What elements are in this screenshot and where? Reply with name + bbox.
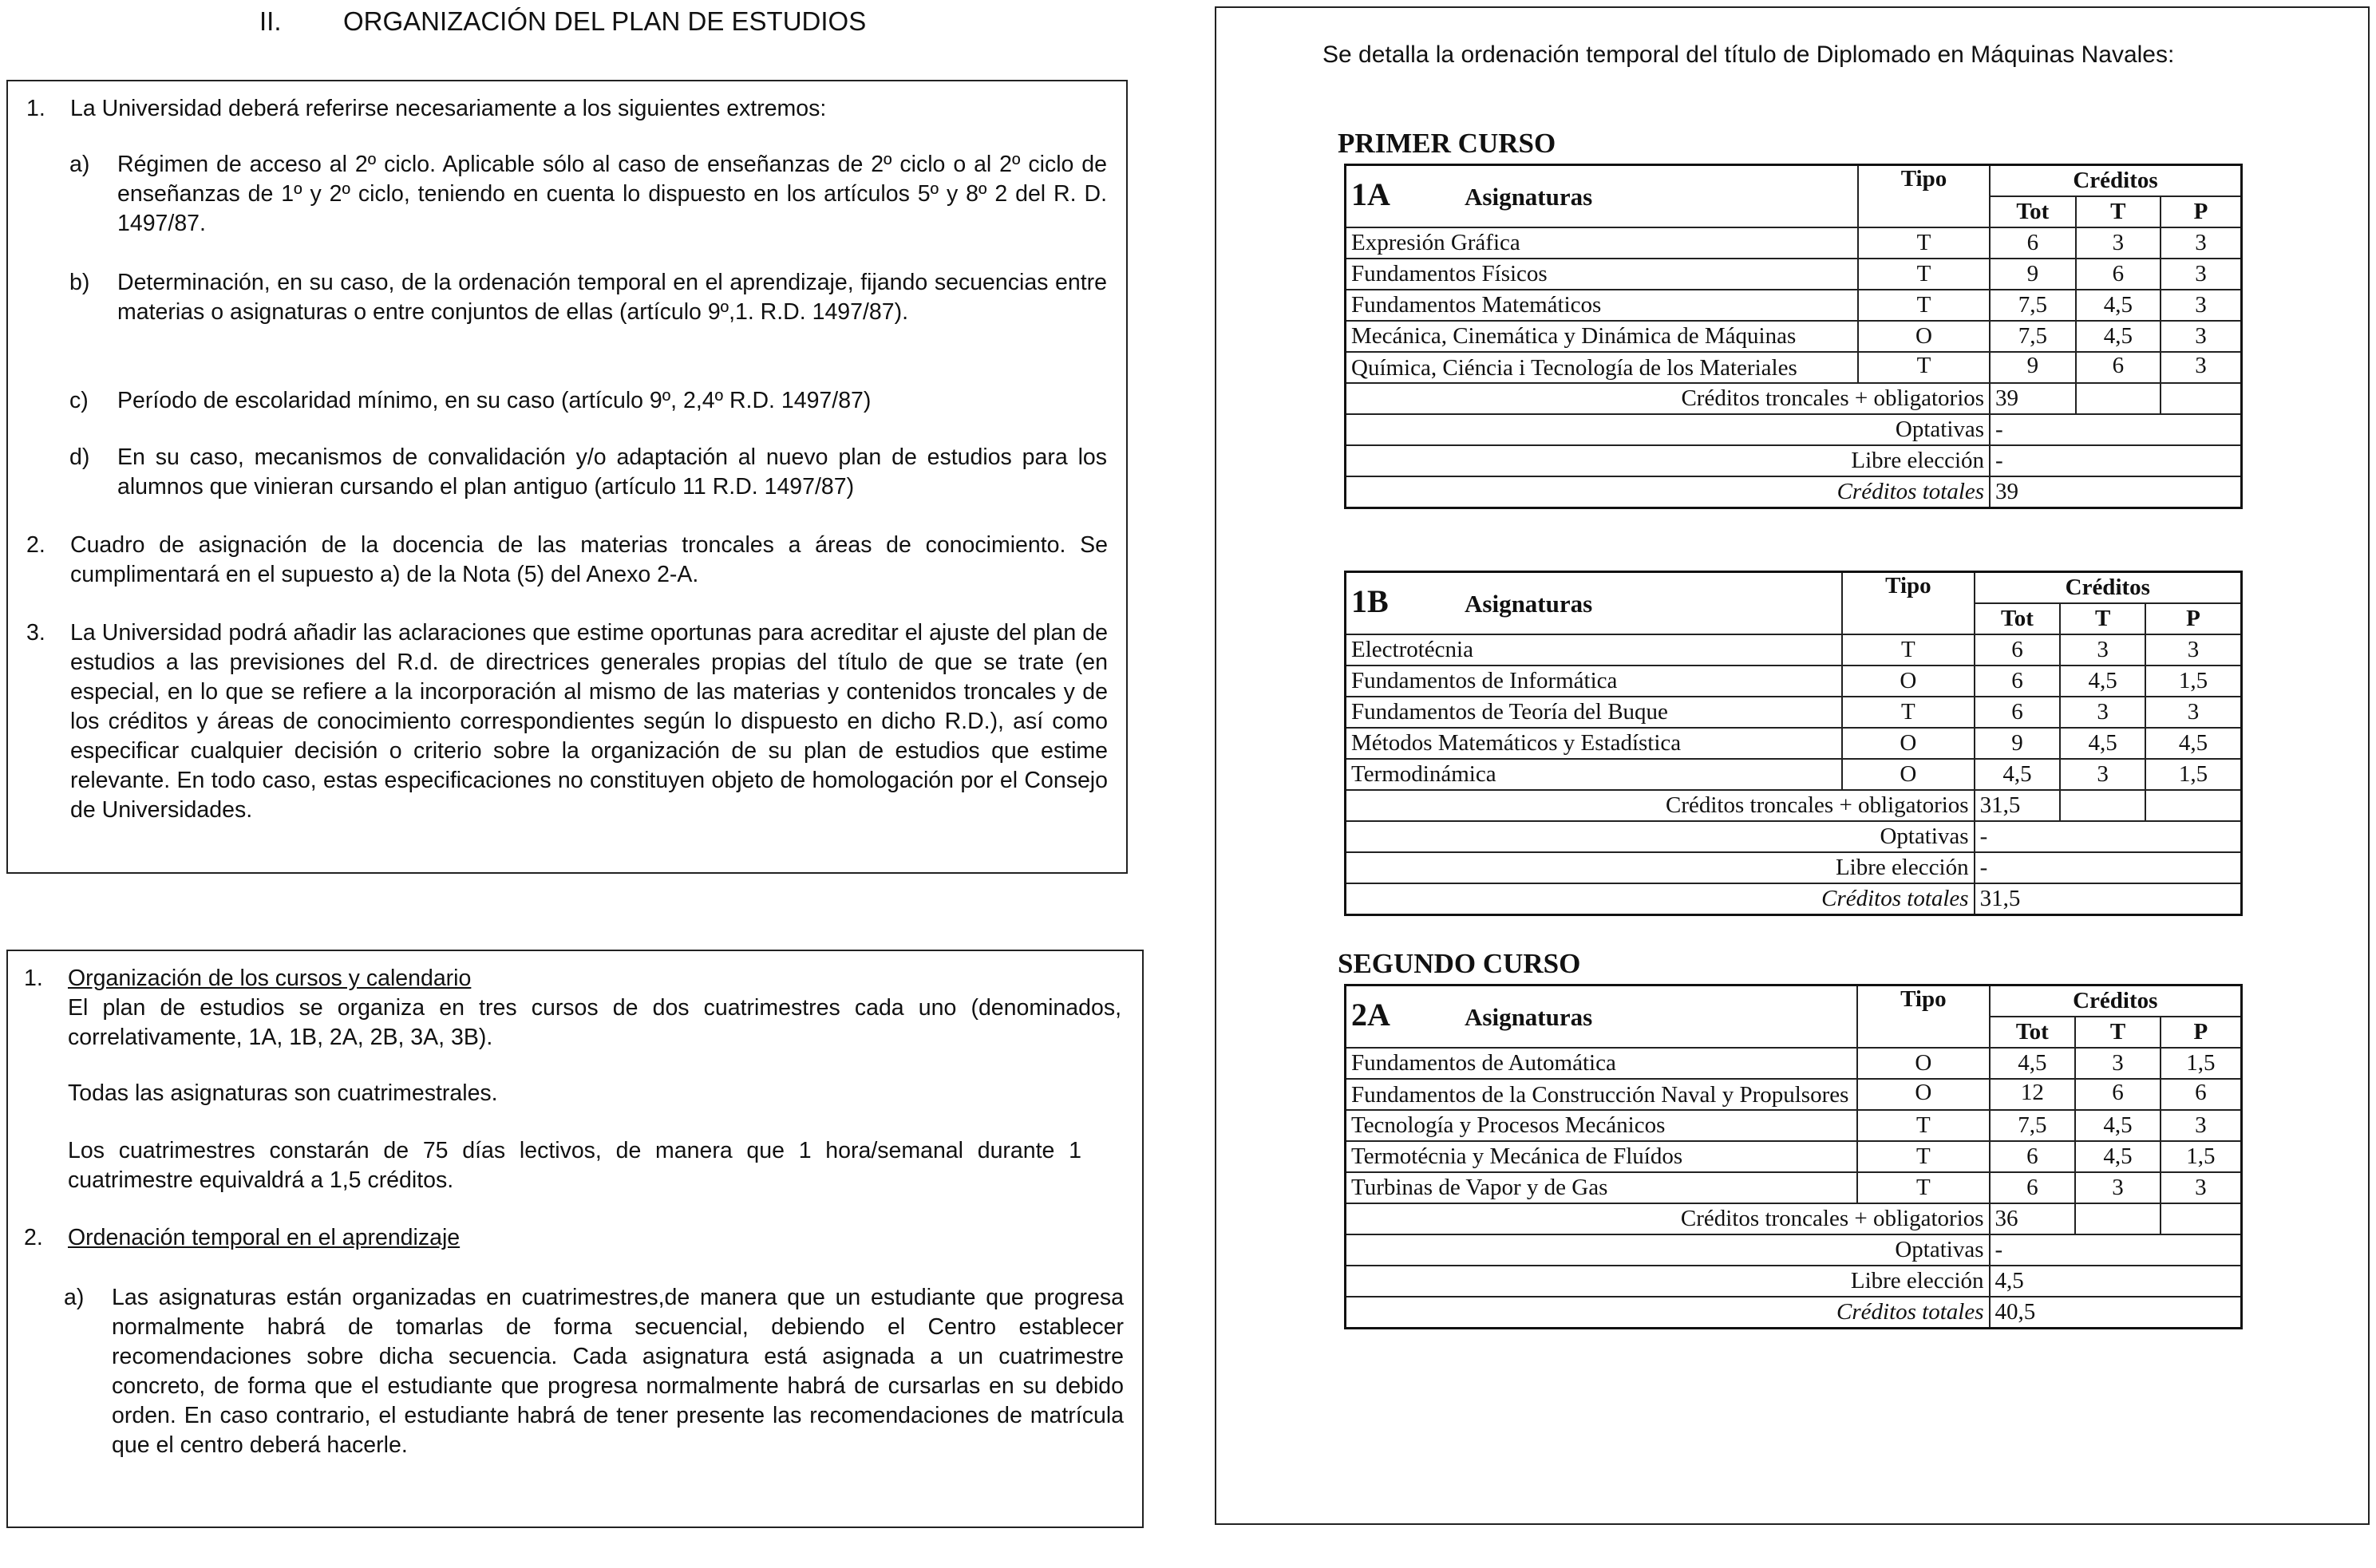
table-1B-totales-value: 31,5 [1975,883,2242,915]
table-1A-tot-header: Tot [1990,196,2076,227]
subject-p: 3 [2161,352,2241,383]
subject-tot: 6 [1990,1172,2076,1203]
primer-curso-title: PRIMER CURSO [1338,128,1556,159]
subject-t: 3 [2060,697,2145,728]
subject-tot: 9 [1990,259,2076,290]
schedule-intro: Se detalla la ordenación temporal del título de Diplomado en Máquinas Navales: [1322,41,2175,68]
subject-tot: 12 [1990,1079,2076,1110]
req-item-b-label: b) [69,270,90,295]
subject-t: 3 [2075,1048,2161,1079]
table-1A-code: 1A [1351,176,1390,212]
subject-t: 3 [2060,634,2145,666]
org-item-a-text: Las asignaturas están organizadas en cuatrimestres,de manera que un estudiante que progresa normalmente habrá de tomarlas de forma secuencial, debiendo el Centro establecer recomendaciones sobre dicha secuencia. Cada asignatura está asignada a un cuatrimestre concreto, de forma que el estudiante que progresa normalmente habrá de cursarlas en su debido orden. En caso contrario, el estudiante habrá de tener presente las recomendaciones de matrícula que el centro deberá hacerle. [112,1285,1124,1458]
subject-t: 6 [2076,259,2161,290]
subject-tot: 6 [1975,634,2061,666]
table-2A-totales-label: Créditos totales [1346,1297,1990,1329]
req-item-2-label: 2. [26,532,45,558]
subject-name: Fundamentos de la Construcción Naval y Propulsores [1346,1079,1858,1110]
org-paragraph-2: Todas las asignaturas son cuatrimestrales. [68,1080,498,1106]
subject-tipo: O [1842,666,1974,697]
table-1A-title [1346,165,1858,228]
table-2A-creditos-header: Créditos [1990,985,2242,1017]
table-1A [1344,164,2243,509]
subject-p: 3 [2161,290,2241,321]
subject-name: Métodos Matemáticos y Estadística [1346,728,1843,759]
table-1B-totales-label: Créditos totales [1346,883,1975,915]
subject-tipo: T [1842,697,1974,728]
subject-p: 1,5 [2145,666,2242,697]
table-row [1346,728,2242,759]
subject-tot: 7,5 [1990,290,2076,321]
table-1B-tipo-header: Tipo [1842,572,1974,635]
req-item-d-text: En su caso, mecanismos de convalidación y/o adaptación al nuevo plan de estudios para los alumnos que vinieran cursando el plan antiguo (artículo 11 R.D. 1497/87) [117,444,1107,500]
subject-t: 6 [2076,352,2161,383]
table-2A-title [1346,985,1858,1049]
subject-name: Termodinámica [1346,759,1843,790]
table-1B-optativas-label: Optativas [1346,821,1975,852]
org-section-2-label: 2. [24,1225,43,1250]
table-2A-t-header: T [2075,1017,2161,1048]
subject-t: 4,5 [2076,290,2161,321]
req-item-3-text: La Universidad podrá añadir las aclaraciones que estime oportunas para acreditar el ajuste del plan de estudios a las previsiones del R.d. de directrices generales propias del título de que se trate (en especial, en lo que se refiere a la incorporación al mismo de las materias y contenidos troncales y de los créditos y áreas de conocimiento correspondientes según lo dispuesto en dicho R.D.), así como especificar cualquier decisión o criterio sobre la organización de su plan de estudios que estime relevante. En todo caso, estas especificaciones no constituyen objeto de homologación por el Consejo de Universidades. [70,620,1108,823]
subject-t: 4,5 [2075,1141,2161,1172]
table-1A-p-header: P [2161,196,2241,227]
org-section-1-text: El plan de estudios se organiza en tres cursos de dos cuatrimestres cada uno (denominados, correlativamente, 1A, 1B, 2A, 2B, 3A, 3B). [68,995,1121,1050]
table-2A-p-header: P [2161,1017,2242,1048]
table-1A-libre-value: - [1990,445,2241,476]
subject-p: 3 [2161,321,2241,352]
table-1B-optativas-value: - [1975,821,2242,852]
subject-name: Tecnología y Procesos Mecánicos [1346,1110,1858,1141]
subject-p: 1,5 [2145,759,2242,790]
table-1B-t-header: T [2060,603,2145,634]
subject-p: 3 [2161,227,2241,259]
req-item-3 [26,618,1108,825]
subject-name: Fundamentos Físicos [1346,259,1858,290]
subject-name: Fundamentos de Automática [1346,1048,1858,1079]
subject-p: 3 [2161,1110,2242,1141]
org-paragraph-3: Los cuatrimestres constarán de 75 días lectivos, de manera que 1 hora/semanal durante 1 cuatrimestre equivaldrá a 1,5 créditos. [68,1138,1081,1193]
table-1B-creditos-header: Créditos [1975,572,2242,604]
subject-t: 4,5 [2060,728,2145,759]
req-item-a-label: a) [69,152,90,177]
table-2A-libre-label: Libre elección [1346,1266,1990,1297]
subject-tipo: O [1857,1048,1989,1079]
table-1B-p-header: P [2145,603,2242,634]
subject-p: 4,5 [2145,728,2242,759]
segundo-curso-title: SEGUNDO CURSO [1338,948,1581,979]
subject-tipo: O [1842,759,1974,790]
org-section-1 [24,964,1121,1053]
table-2A [1344,984,2243,1329]
subject-t: 3 [2075,1172,2161,1203]
table-1B-code: 1B [1351,583,1389,619]
subject-name: Turbinas de Vapor y de Gas [1346,1172,1858,1203]
subject-p: 3 [2145,634,2242,666]
subject-p: 1,5 [2161,1048,2242,1079]
subject-p: 3 [2161,259,2241,290]
table-1A-totales-label: Créditos totales [1346,476,1991,508]
table-row [1346,1141,2242,1172]
subject-tot: 6 [1990,1141,2076,1172]
req-item-3-label: 3. [26,620,45,646]
table-1B-libre-value: - [1975,852,2242,883]
table-2A-troncales-value: 36 [1990,1203,2076,1234]
subject-tot: 6 [1975,697,2061,728]
table-2A-tot-header: Tot [1990,1017,2076,1048]
table-row [1346,290,2242,321]
subject-name: Química, Ciéncia i Tecnología de los Materiales [1346,352,1858,383]
req-item-2 [26,531,1108,590]
subject-tipo: O [1857,1079,1989,1110]
subject-name: Fundamentos Matemáticos [1346,290,1858,321]
table-1A-libre-label: Libre elección [1346,445,1991,476]
table-row [1346,634,2242,666]
subject-p: 3 [2161,1172,2242,1203]
subject-t: 4,5 [2075,1110,2161,1141]
subject-name: Mecánica, Cinemática y Dinámica de Máquinas [1346,321,1858,352]
subject-name: Fundamentos de Teoría del Buque [1346,697,1843,728]
table-1A-t-header: T [2076,196,2161,227]
req-item-c [69,386,1107,416]
subject-t: 4,5 [2060,666,2145,697]
table-1A-tipo-header: Tipo [1858,165,1990,228]
subject-name: Fundamentos de Informática [1346,666,1843,697]
table-2A-optativas-value: - [1990,1234,2242,1266]
subject-name: Termotécnia y Mecánica de Fluídos [1346,1141,1858,1172]
table-2A-tipo-header: Tipo [1857,985,1989,1049]
req-item-c-text: Período de escolaridad mínimo, en su caso (artículo 9º, 2,4º R.D. 1497/87) [117,388,872,413]
table-1B-troncales-label: Créditos troncales + obligatorios [1346,790,1975,821]
table-1A-troncales-value: 39 [1990,383,2076,414]
req-item-d-label: d) [69,444,90,470]
table-row [1346,1048,2242,1079]
subject-tipo: T [1858,290,1990,321]
table-1A-optativas-label: Optativas [1346,414,1991,445]
table-1B [1344,571,2243,916]
req-item-a-text: Régimen de acceso al 2º ciclo. Aplicable sólo al caso de enseñanzas de 2º ciclo o al 2º ciclo de enseñanzas de 1º y 2º ciclo, teniendo en cuenta lo dispuesto en los artículos 5º y 8º 2 del R. D. 1497/87. [117,152,1107,236]
org-item-a [64,1283,1124,1460]
table-1A-creditos-header: Créditos [1990,165,2241,197]
table-row [1346,259,2242,290]
table-row [1346,1110,2242,1141]
section-number: II. [259,6,282,36]
subject-p: 3 [2145,697,2242,728]
subject-tot: 4,5 [1975,759,2061,790]
req-item-2-text: Cuadro de asignación de la docencia de las materias troncales a áreas de conocimiento. Se cumplimentará en el supuesto a) de la Nota (5) del Anexo 2-A. [70,532,1108,587]
table-1B-asignaturas-header: Asignaturas [1465,590,1593,618]
table-row [1346,697,2242,728]
subject-tot: 9 [1990,352,2076,383]
table-row [1346,666,2242,697]
req-item-a [69,150,1107,239]
subject-tipo: T [1858,352,1990,383]
org-section-2 [24,1223,1121,1253]
subject-tipo: T [1842,634,1974,666]
org-section-1-label: 1. [24,966,43,991]
table-1B-tot-header: Tot [1975,603,2061,634]
table-row [1346,1172,2242,1203]
subject-tipo: T [1857,1172,1989,1203]
req-item-1 [26,94,1100,124]
table-1A-optativas-value: - [1990,414,2241,445]
table-2A-optativas-label: Optativas [1346,1234,1990,1266]
table-row [1346,1079,2242,1110]
req-item-d [69,443,1107,502]
table-1A-troncales-label: Créditos troncales + obligatorios [1346,383,1991,414]
req-item-1-text: La Universidad deberá referirse necesariamente a los siguientes extremos: [70,96,827,121]
table-1A-asignaturas-header: Asignaturas [1465,183,1593,211]
table-2A-asignaturas-header: Asignaturas [1465,1003,1593,1031]
subject-tot: 9 [1975,728,2061,759]
table-2A-totales-value: 40,5 [1990,1297,2242,1329]
req-item-1-label: 1. [26,96,45,121]
org-section-1-title: Organización de los cursos y calendario [68,966,472,991]
subject-tot: 6 [1990,227,2076,259]
req-item-c-label: c) [69,388,89,413]
section-heading [259,6,866,37]
subject-tot: 6 [1975,666,2061,697]
table-1B-libre-label: Libre elección [1346,852,1975,883]
subject-name: Expresión Gráfica [1346,227,1858,259]
subject-tot: 7,5 [1990,321,2076,352]
table-1B-troncales-value: 31,5 [1975,790,2061,821]
table-row [1346,227,2242,259]
subject-p: 6 [2161,1079,2242,1110]
subject-t: 3 [2076,227,2161,259]
org-section-2-title: Ordenación temporal en el aprendizaje [68,1225,461,1250]
subject-tipo: O [1842,728,1974,759]
subject-tipo: O [1858,321,1990,352]
subject-name: Electrotécnia [1346,634,1843,666]
table-1A-totales-value: 39 [1990,476,2241,508]
table-row [1346,321,2242,352]
table-1B-title [1346,572,1843,635]
section-title: ORGANIZACIÓN DEL PLAN DE ESTUDIOS [343,6,867,36]
subject-t: 6 [2075,1079,2161,1110]
table-row [1346,759,2242,790]
subject-tipo: T [1858,227,1990,259]
subject-tipo: T [1857,1110,1989,1141]
table-2A-code: 2A [1351,997,1390,1033]
req-item-b-text: Determinación, en su caso, de la ordenación temporal en el aprendizaje, fijando secuencias entre materias o asignaturas o entre conjuntos de ellas (artículo 9º,1. R.D. 1497/87). [117,270,1107,325]
subject-t: 4,5 [2076,321,2161,352]
table-row [1346,352,2242,383]
subject-tipo: T [1858,259,1990,290]
table-2A-troncales-label: Créditos troncales + obligatorios [1346,1203,1990,1234]
org-item-a-label: a) [64,1285,85,1310]
subject-tipo: T [1857,1141,1989,1172]
req-item-b [69,268,1107,327]
subject-tot: 4,5 [1990,1048,2076,1079]
subject-tot: 7,5 [1990,1110,2076,1141]
table-2A-libre-value: 4,5 [1990,1266,2242,1297]
subject-p: 1,5 [2161,1141,2242,1172]
subject-t: 3 [2060,759,2145,790]
